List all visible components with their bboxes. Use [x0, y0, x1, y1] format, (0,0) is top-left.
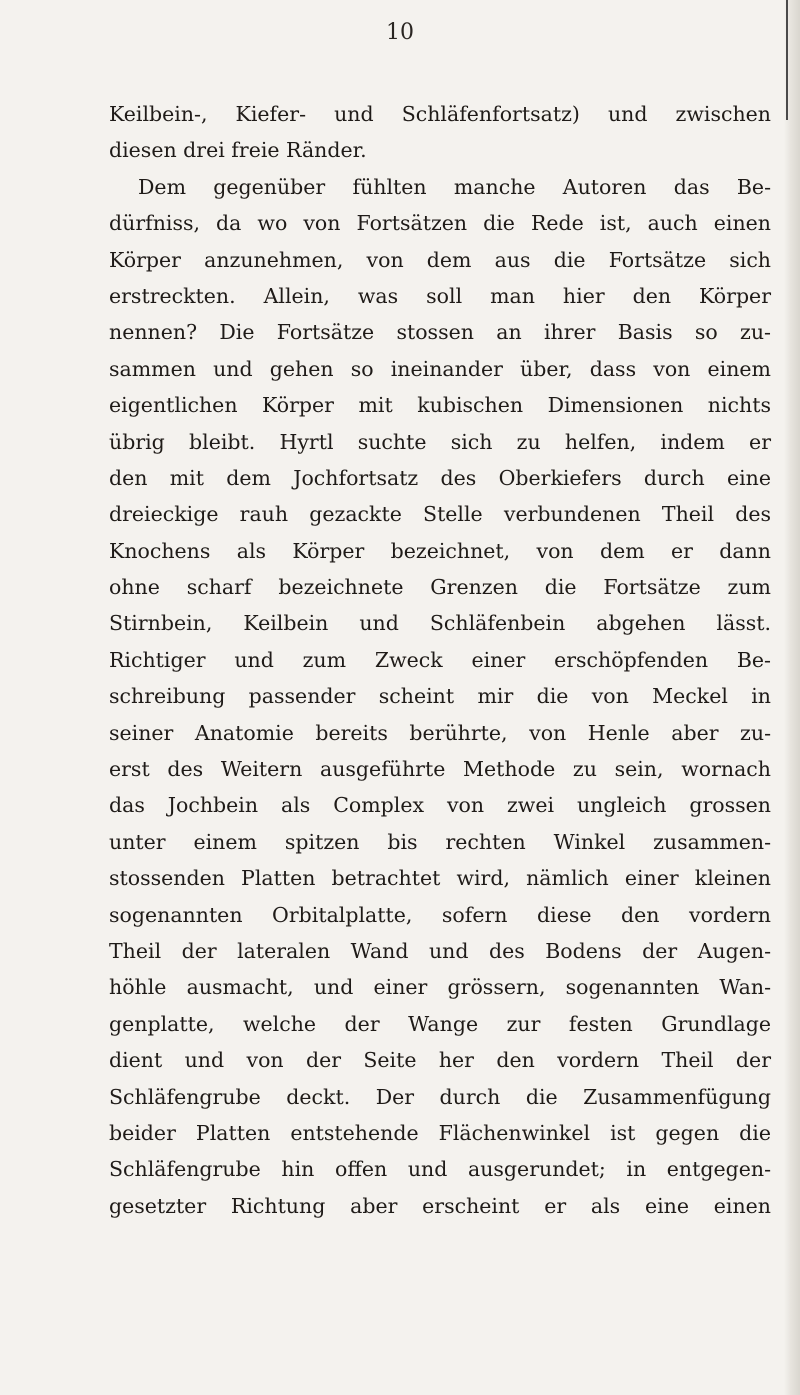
text-line: beider Platten entstehende Flächenwinkel ist gegen die — [109, 1120, 771, 1145]
text-line: erst des Weitern ausgeführte Methode zu sein, wornach — [109, 757, 771, 782]
text-line: Keilbein-, Kiefer- und Schläfenfortsatz) und zwischen — [109, 102, 771, 126]
text-line: genplatte, welche der Wange zur festen Grundlage — [109, 1011, 771, 1036]
text-line: das Jochbein als Complex von zwei ungleich grossen — [109, 793, 771, 818]
text-line: höhle ausmacht, und einer grössern, sogenannten Wan- — [109, 975, 771, 1000]
text-line: Stirnbein, Keilbein und Schläfenbein abgehen lässt. — [109, 611, 771, 636]
text-line: dürfniss, da wo von Fortsätzen die Rede ist, auch einen — [109, 211, 771, 236]
text-line: schreibung passender scheint mir die von Meckel in — [109, 684, 771, 709]
text-line: Richtiger und zum Zweck einer erschöpfenden Be- — [109, 647, 771, 672]
text-line: dient und von der Seite her den vordern Theil der — [109, 1048, 771, 1073]
page-edge-line — [786, 0, 788, 120]
body-text — [109, 96, 771, 1224]
text-line: Knochens als Körper bezeichnet, von dem er dann — [109, 538, 771, 563]
text-line: erstreckten. Allein, was soll man hier den Körper — [109, 283, 771, 308]
text-line: eigentlichen Körper mit kubischen Dimensionen nichts — [109, 393, 771, 418]
text-line: Körper anzunehmen, von dem aus die Fortsätze sich — [109, 247, 771, 272]
text-line: sogenannten Orbitalplatte, sofern diese den vordern — [109, 902, 771, 927]
text-line: stossenden Platten betrachtet wird, nämlich einer kleinen — [109, 866, 771, 891]
text-line: übrig bleibt. Hyrtl suchte sich zu helfen, indem er — [109, 429, 771, 454]
text-line: Theil der lateralen Wand und des Bodens der Augen- — [109, 938, 771, 963]
text-line: den mit dem Jochfortsatz des Oberkiefers durch eine — [109, 465, 771, 490]
text-line: ohne scharf bezeichnete Grenzen die Fortsätze zum — [109, 575, 771, 600]
text-line: Dem gegenüber fühlten manche Autoren das Be- — [138, 174, 771, 199]
text-line: dreieckige rauh gezackte Stelle verbundenen Theil des — [109, 502, 771, 527]
text-line: nennen? Die Fortsätze stossen an ihrer Basis so zu- — [109, 320, 771, 345]
page-number: 10 — [386, 20, 414, 45]
text-line: Schläfengrube deckt. Der durch die Zusammenfügung — [109, 1084, 771, 1109]
page-edge — [784, 0, 800, 1395]
text-line: sammen und gehen so ineinander über, dass von einem — [109, 356, 771, 381]
text-line: seiner Anatomie bereits berührte, von Henle aber zu- — [109, 720, 771, 745]
text-line: diesen drei freie Ränder. — [109, 138, 367, 163]
text-line: Schläfengrube hin offen und ausgerundet; in entgegen- — [109, 1157, 771, 1182]
text-line: gesetzter Richtung aber erscheint er als eine einen — [109, 1193, 771, 1218]
text-line: unter einem spitzen bis rechten Winkel zusammen- — [109, 829, 771, 854]
